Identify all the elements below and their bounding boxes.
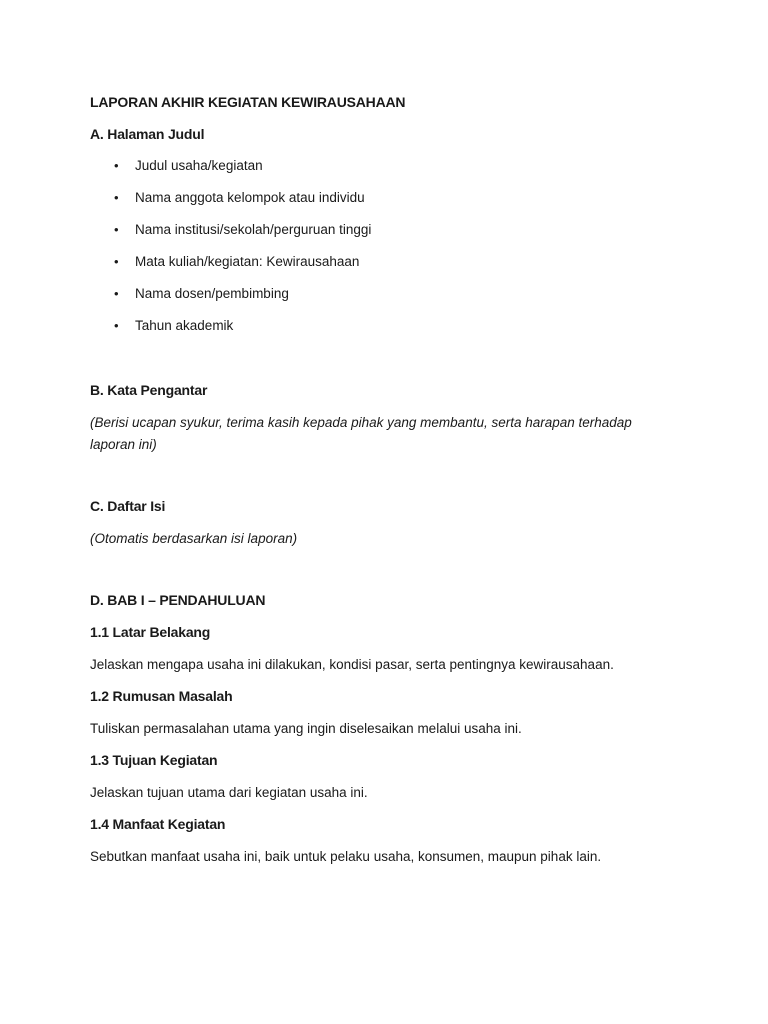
subsection-title: 1.2 Rumusan Masalah xyxy=(90,688,233,704)
subsection-text: Tuliskan permasalahan utama yang ingin diselesaikan melalui usaha ini. xyxy=(90,721,522,736)
bullet-icon: • xyxy=(114,318,119,333)
bullet-icon: • xyxy=(114,254,119,269)
subsection-title: 1.1 Latar Belakang xyxy=(90,624,211,640)
bullet-icon: • xyxy=(114,286,119,301)
subsection-title: 1.3 Tujuan Kegiatan xyxy=(90,752,218,768)
list-item: • Judul usaha/kegiatan xyxy=(90,156,680,176)
subsection-title: 1.4 Manfaat Kegiatan xyxy=(90,816,226,832)
list-item: • Nama anggota kelompok atau individu xyxy=(90,188,680,208)
document-title: LAPORAN AKHIR KEGIATAN KEWIRAUSAHAAN xyxy=(90,94,406,110)
document-body xyxy=(90,92,680,878)
section-c-heading: C. Daftar Isi xyxy=(90,498,166,514)
section-b-note: (Berisi ucapan syukur, terima kasih kepada pihak yang membantu, serta harapan terhadap laporan ini) xyxy=(90,415,632,452)
list-item: • Tahun akademik xyxy=(90,316,680,336)
section-b-heading: B. Kata Pengantar xyxy=(90,382,208,398)
section-a-heading: A. Halaman Judul xyxy=(90,126,205,142)
subsection-text: Sebutkan manfaat usaha ini, baik untuk pelaku usaha, konsumen, maupun pihak lain. xyxy=(90,849,602,864)
section-c-note: (Otomatis berdasarkan isi laporan) xyxy=(90,531,298,546)
bullet-icon: • xyxy=(114,158,119,173)
list-item: • Mata kuliah/kegiatan: Kewirausahaan xyxy=(90,252,680,272)
bullet-icon: • xyxy=(114,190,119,205)
list-item: • Nama institusi/sekolah/perguruan tinggi xyxy=(90,220,680,240)
list-item: • Nama dosen/pembimbing xyxy=(90,284,680,304)
bullet-icon: • xyxy=(114,222,119,237)
section-d-heading: D. BAB I – PENDAHULUAN xyxy=(90,592,266,608)
title-page-list xyxy=(90,156,680,336)
subsection-text: Jelaskan tujuan utama dari kegiatan usaha ini. xyxy=(90,785,368,800)
subsection-text: Jelaskan mengapa usaha ini dilakukan, kondisi pasar, serta pentingnya kewirausahaan. xyxy=(90,657,614,672)
